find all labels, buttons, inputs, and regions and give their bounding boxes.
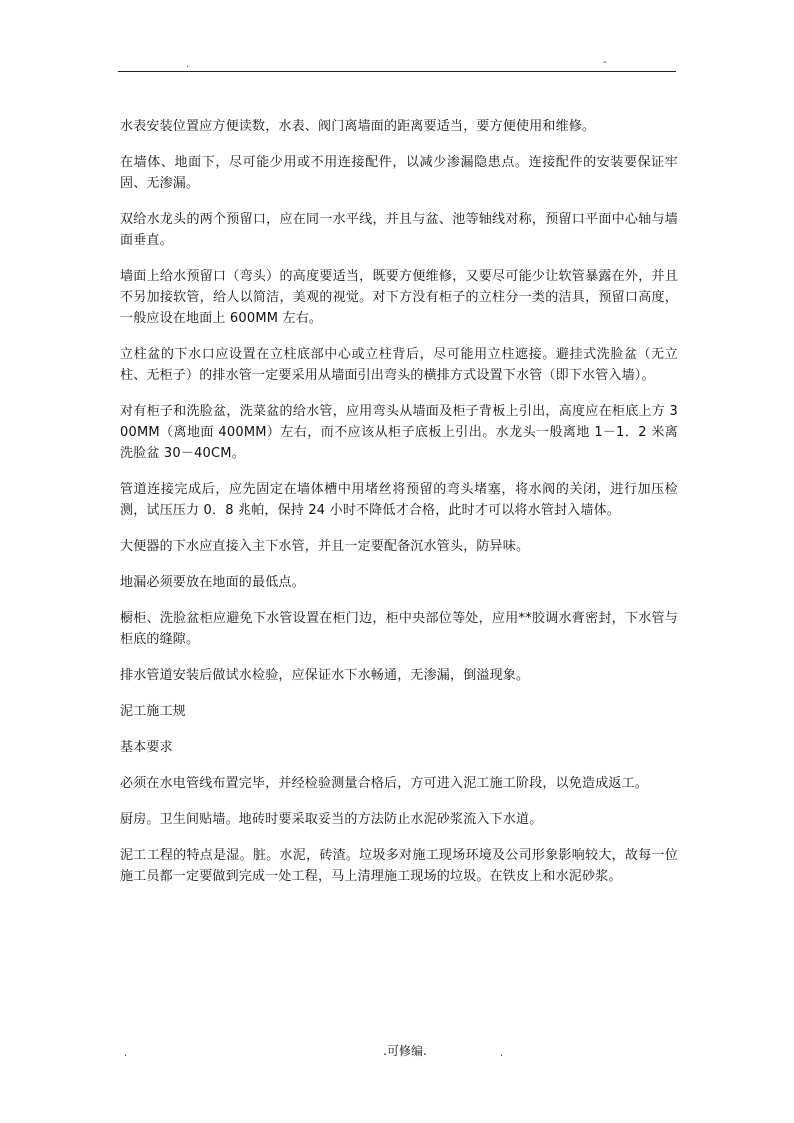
section-heading: 泥工施工规 [120, 704, 187, 719]
footer-editable-note: .可修编. [383, 1044, 427, 1058]
paragraph: 管道连接完成后，应先固定在墙体槽中用堵丝将预留的弯头堵塞，将水阀的关闭，进行加压检测，试压压力 0．8 兆帕，保持 24 小时不降低才合格，此时才可以将水管封入墙体。 [120, 482, 678, 518]
subsection-heading: 基本要求 [120, 740, 173, 755]
paragraph: 水表安装位置应方便读数，水表、阀门离墙面的距离要适当，要方便使用和维修。 [120, 119, 596, 134]
header-rule [118, 71, 676, 72]
footer-left-mark: . [124, 1048, 128, 1059]
header-left-mark: . [186, 59, 190, 70]
document-body [120, 116, 678, 902]
paragraph: 对有柜子和洗脸盆，洗菜盆的给水管，应用弯头从墙面及柜子背板上引出，高度应在柜底上方 300MM（离地面 400MM）左右，而不应该从柜子底板上引出。水龙头一般离地 1－1．2 米离洗脸盆 30－40CM。 [120, 404, 678, 461]
paragraph: 排水管道安装后做试水检验，应保证水下水畅通，无渗漏，倒溢现象。 [120, 668, 530, 683]
paragraph: 墙面上给水预留口（弯头）的高度要适当，既要方便维修，又要尽可能少让软管暴露在外，并且不另加接软管，给人以简洁，美观的视觉。对下方没有柜子的立柱分一类的洁具，预留口高度，一般应设在地面上 600MM 左右。 [120, 269, 678, 326]
header-right-mark: - [603, 57, 607, 68]
paragraph: 大便器的下水应直接入主下水管，并且一定要配备沉水管头，防异味。 [120, 539, 530, 554]
paragraph: 在墙体、地面下，尽可能少用或不用连接配件，以减少渗漏隐患点。连接配件的安装要保证牢固、无渗漏。 [120, 155, 678, 191]
paragraph: 立柱盆的下水口应设置在立柱底部中心或立柱背后，尽可能用立柱遮接。避挂式洗脸盆（无立柱、无柜子）的排水管一定要采用从墙面引出弯头的横排方式设置下水管（即下水管入墙）。 [120, 347, 678, 383]
paragraph: 必须在水电管线布置完毕，并经检验测量合格后，方可进入泥工施工阶段，以免造成返工。 [120, 776, 649, 791]
paragraph: 双给水龙头的两个预留口，应在同一水平线，并且与盆、池等轴线对称，预留口平面中心轴与墙面垂直。 [120, 212, 678, 248]
paragraph: 泥工工程的特点是湿。脏。水泥，砖渣。垃圾多对施工现场环境及公司形象影响较大，故每一位施工员都一定要做到完成一处工程，马上清理施工现场的垃圾。在铁皮上和水泥砂浆。 [120, 848, 678, 884]
footer-right-mark: . [500, 1048, 504, 1059]
paragraph: 厨房。卫生间贴墙。地砖时要采取妥当的方法防止水泥砂浆流入下水道。 [120, 812, 543, 827]
paragraph: 地漏必须要放在地面的最低点。 [120, 575, 305, 590]
paragraph: 橱柜、洗脸盆柜应避免下水管设置在柜门边，柜中央部位等处，应用**胶调水膏密封，下水管与柜底的缝隙。 [120, 611, 678, 647]
